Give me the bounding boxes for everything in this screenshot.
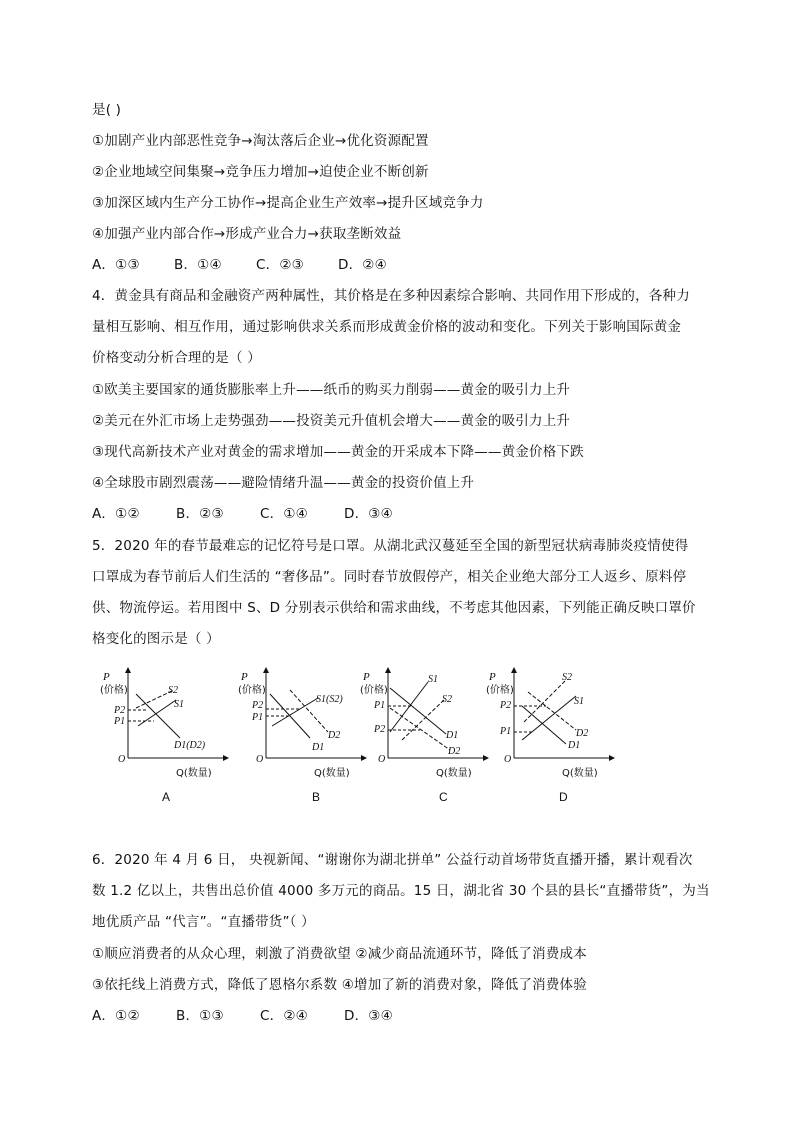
q-axis-label: Q(数量) [562,768,598,779]
label-d1-d2: D1(D2) [174,740,206,751]
q5-stem-2: 口罩成为春节前后人们生活的 “奢侈品”。同时春节放假停产，相关企业绝大部分工人返乡、原料停 [92,569,687,585]
q3-option-b[interactable]: B．①④ [174,257,222,273]
q4-item-1: ①欧美主要国家的通货膨胀率上升——纸币的购买力削弱——黄金的吸引力上升 [92,382,571,398]
p-axis-unit: (价格) [238,685,266,696]
q5-stem-4: 格变化的图示是（ ） [92,631,220,647]
q6-item-3-4: ③依托线上消费方式，降低了恩格尔系数 ④增加了新的消费对象，降低了消费体验 [92,977,587,993]
q6-item-1-2: ①顺应消费者的从众心理，刺激了消费欲望 ②减少商品流通环节，降低了消费成本 [92,946,587,962]
q6-option-d[interactable]: D．③④ [344,1008,393,1024]
label-s1-s2: S1(S2) [316,694,343,705]
graph-c-caption: C [439,790,448,804]
graph-b-svg [236,666,371,781]
graph-b-caption: B [312,790,321,804]
p-axis-label: P [489,671,496,683]
label-s1: S1 [574,696,584,707]
q3-option-c[interactable]: C．②③ [256,257,304,273]
q3-item-4: ④加强产业内部合作→形成产业合力→获取垄断效益 [92,226,402,242]
q4-stem-2: 量相互影响、相互作用，通过影响供求关系而形成黄金价格的波动和变化。下列关于影响国际黄金 [92,319,682,335]
q6-stem-1: 6．2020 年 4 月 6 日， 央视新闻、“谢谢你为湖北拼单” 公益行动首场带货直播开播，累计观看次 [92,852,693,868]
q4-item-4: ④全球股市剧烈震荡——避险情绪升温——黄金的投资价值上升 [92,475,475,491]
q4-option-b[interactable]: B．②③ [176,506,224,522]
p-axis-unit: (价格) [360,685,388,696]
q3-option-d[interactable]: D．②④ [338,257,387,273]
label-p2: P2 [500,700,512,711]
label-s2: S2 [168,685,178,696]
graph-c[interactable] [358,666,493,804]
origin-label: O [378,754,386,765]
label-p1: P1 [114,716,126,727]
p-axis-label: P [103,671,110,683]
q6-option-c[interactable]: C．②④ [260,1008,308,1024]
label-p1: P1 [374,700,386,711]
q4-stem-1: 4．黄金具有商品和金融资产两种属性，其价格是在多种因素综合影响、共同作用下形成的，各种力 [92,288,690,304]
q3-stem-tail: 是( ) [92,102,122,118]
graph-d-svg [484,666,619,781]
q6-stem-3: 地优质产品 “代言”。“直播带货”（ ） [92,914,315,930]
graph-a[interactable] [98,666,233,804]
q6-option-b[interactable]: B．①③ [176,1008,224,1024]
demand-curve-d1 [522,706,566,744]
label-s2: S2 [562,672,572,683]
q5-stem-3: 供、物流停运。若用图中 S、D 分别表示供给和需求曲线，不考虑其他因素，下列能正确反映口罩价 [92,600,696,616]
graph-b[interactable] [236,666,371,804]
label-p2: P2 [114,705,126,716]
graph-d-caption: D [559,790,568,804]
label-d2: D2 [448,746,461,757]
graph-a-svg [98,666,233,781]
q4-options [92,505,393,523]
label-d1: D1 [446,730,459,741]
origin-label: O [118,754,126,765]
graph-c-svg [358,666,493,781]
supply-curve-s1 [522,696,576,740]
q4-item-2: ②美元在外汇市场上走势强劲——投资美元升值机会增大——黄金的吸引力上升 [92,413,571,429]
label-p1: P1 [252,712,264,723]
label-p1: P1 [500,726,512,737]
q4-option-a[interactable]: A．①② [92,506,140,522]
graph-d[interactable] [484,666,619,804]
label-d1: D1 [568,740,581,751]
q4-option-c[interactable]: C．①④ [260,506,308,522]
label-p2: P2 [252,700,264,711]
q3-item-1: ①加剧产业内部恶性竞争→淘汰落后企业→优化资源配置 [92,133,429,149]
q6-options [92,1007,393,1025]
label-d2: D2 [328,730,341,741]
q-axis-label: Q(数量) [436,768,472,779]
q4-option-d[interactable]: D．③④ [344,506,393,522]
label-s1: S1 [428,674,438,685]
p-axis-unit: (价格) [486,685,514,696]
q3-item-2: ②企业地域空间集聚→竞争压力增加→迫使企业不断创新 [92,164,429,180]
label-p2: P2 [374,724,386,735]
supply-curve-s2 [524,680,566,722]
q3-options [92,256,387,274]
label-d2: D2 [576,728,589,739]
q-axis-label: Q(数量) [176,768,212,779]
supply-curve-s1 [390,682,428,732]
q6-option-a[interactable]: A．①② [92,1008,140,1024]
q6-stem-2: 数 1.2 亿以上，共售出总价值 4000 多万元的商品。15 日，湖北省 30 个县的县长“直播带货”，为当 [92,883,710,899]
q4-item-3: ③现代高新技术产业对黄金的需求增加——黄金的开采成本下降——黄金价格下跌 [92,444,584,460]
graph-a-caption: A [162,790,171,804]
q3-option-a[interactable]: A．①③ [92,257,140,273]
label-s2: S2 [442,694,452,705]
p-axis-label: P [363,671,370,683]
demand-curve-d2 [390,708,450,750]
origin-label: O [256,754,264,765]
label-d1: D1 [312,742,325,753]
q3-item-3: ③加深区域内生产分工协作→提高企业生产效率→提升区域竞争力 [92,195,484,211]
p-axis-label: P [241,671,248,683]
q4-stem-3: 价格变动分析合理的是（ ） [92,350,261,366]
q-axis-label: Q(数量) [314,768,350,779]
origin-label: O [504,754,512,765]
q5-stem-1: 5．2020 年的春节最难忘的记忆符号是口罩。从湖北武汉蔓延至全国的新型冠状病毒肺炎疫情使得 [92,538,689,554]
label-s1: S1 [174,699,184,710]
p-axis-unit: (价格) [100,685,128,696]
